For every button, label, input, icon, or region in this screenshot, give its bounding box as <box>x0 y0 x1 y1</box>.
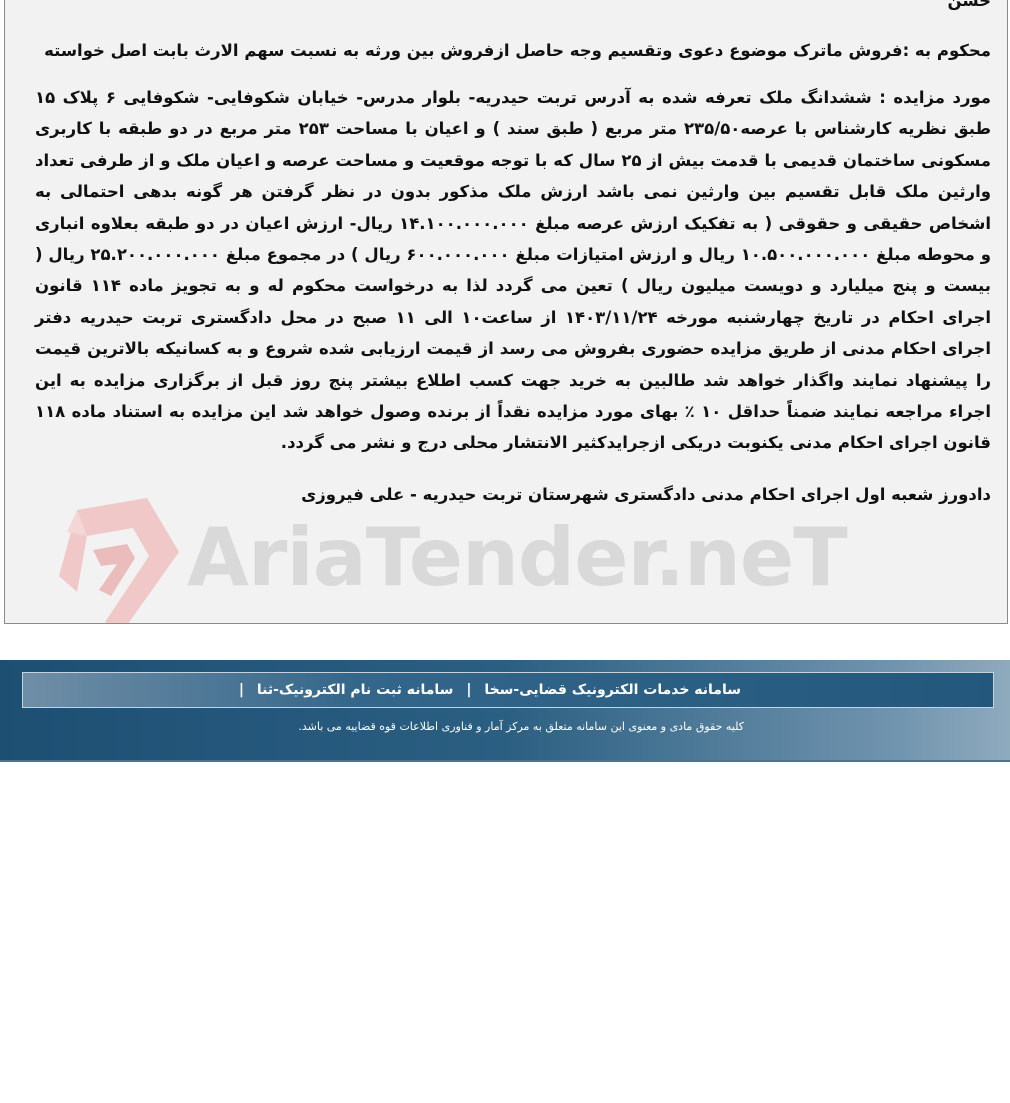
verdict-paragraph: محکوم به :فروش ماترک موضوع دعوی وتقسیم وجه حاصل ازفروش بین ورثه به نسبت سهم الارث بابت اصل خواسته <box>44 41 991 60</box>
footer-link-sana[interactable]: سامانه ثبت نام الکترونیک-ثنا <box>256 682 454 698</box>
site-footer <box>0 660 1010 762</box>
name-fragment: حسن <box>947 0 991 10</box>
content-panel <box>4 0 1008 624</box>
auction-subject-paragraph: مورد مزایده : ششدانگ ملک تعرفه شده به آدرس تربت حیدریه- بلوار مدرس- خیابان شکوفایی- شکوفایی ۶ پلاک ۱۵ طبق نظریه کارشناس با عرصه۲۳۵/۵۰ متر مربع ( طبق سند ) و اعیان با مساحت ۲۵۳ متر مربع در دو طبقه با کاربری مسکونی ساختمان قدیمی با قدمت بیش از ۲۵ سال که با توجه موقعیت و مساحت عرصه و اعیان ملک و از طرفی تعداد وارثین ملک قابل تقسیم بین وارثین نمی باشد ارزش ملک مذکور بدون در نظر گرفتن هر گونه بدهی احتمالی به اشخاص حقیقی و حقوقی ( به تفکیک ارزش عرصه مبلغ ۱۴.۱۰۰.۰۰۰.۰۰۰ ریال- ارزش اعیان در دو طبقه بعلاوه انباری و محوطه مبلغ ۱۰.۵۰۰.۰۰۰.۰۰۰ ریال و ارزش امتیازات مبلغ ۶۰۰.۰۰۰.۰۰۰ ریال ) در مجموع مبلغ ۲۵.۲۰۰.۰۰۰.۰۰۰ ریال ( بیست و پنج میلیارد و دویست میلیون ریال ) تعین می گردد لذا به درخواست محکوم له و به تجویز ماده ۱۱۴ قانون اجرای احکام در تاریخ چهارشنبه مورخه ۱۴۰۳/۱۱/۲۴ از ساعت۱۰ الی ۱۱ صبح در محل دادگستری تربت حیدریه دفتر اجرای احکام مدنی از طریق مزایده حضوری بفروش می رسد از قیمت ارزیابی شده شروع و به کسانیکه بالاترین قیمت را پیشنهاد نمایند واگذار خواهد شد طالبین به خرید جهت کسب اطلاع بیشتر پنج روز قبل از برگزاری مزایده به این اجراء مراجعه نمایند ضمناً حداقل ۱۰ ٪ بهای مورد مزایده نقداً از برنده وصول خواهد شد این مزایده به استناد ماده ۱۱۸ قانون اجرای احکام مدنی یکنوبت دریکی ازجرایدکثیر الانتشار محلی درج و نشر می گردد. <box>35 88 992 453</box>
footer-separator: | <box>466 682 472 698</box>
watermark-text: AriaTender.neT <box>187 511 847 604</box>
footer-copyright: کلیه حقوق مادی و معنوی این سامانه متعلق به مرکز آمار و فناوری اطلاعات قوه قضاییه می باشد. <box>298 720 744 733</box>
footer-separator: | <box>238 682 244 698</box>
watermark-logo-icon <box>47 492 187 624</box>
watermark <box>47 492 847 624</box>
signature-line: دادورز شعبه اول اجرای احکام مدنی دادگستری شهرستان تربت حیدریه - علی فیروزی <box>301 485 991 504</box>
footer-links-bar <box>22 672 994 708</box>
footer-link-sakha[interactable]: سامانه خدمات الکترونیک قضایی-سخا <box>484 682 741 698</box>
